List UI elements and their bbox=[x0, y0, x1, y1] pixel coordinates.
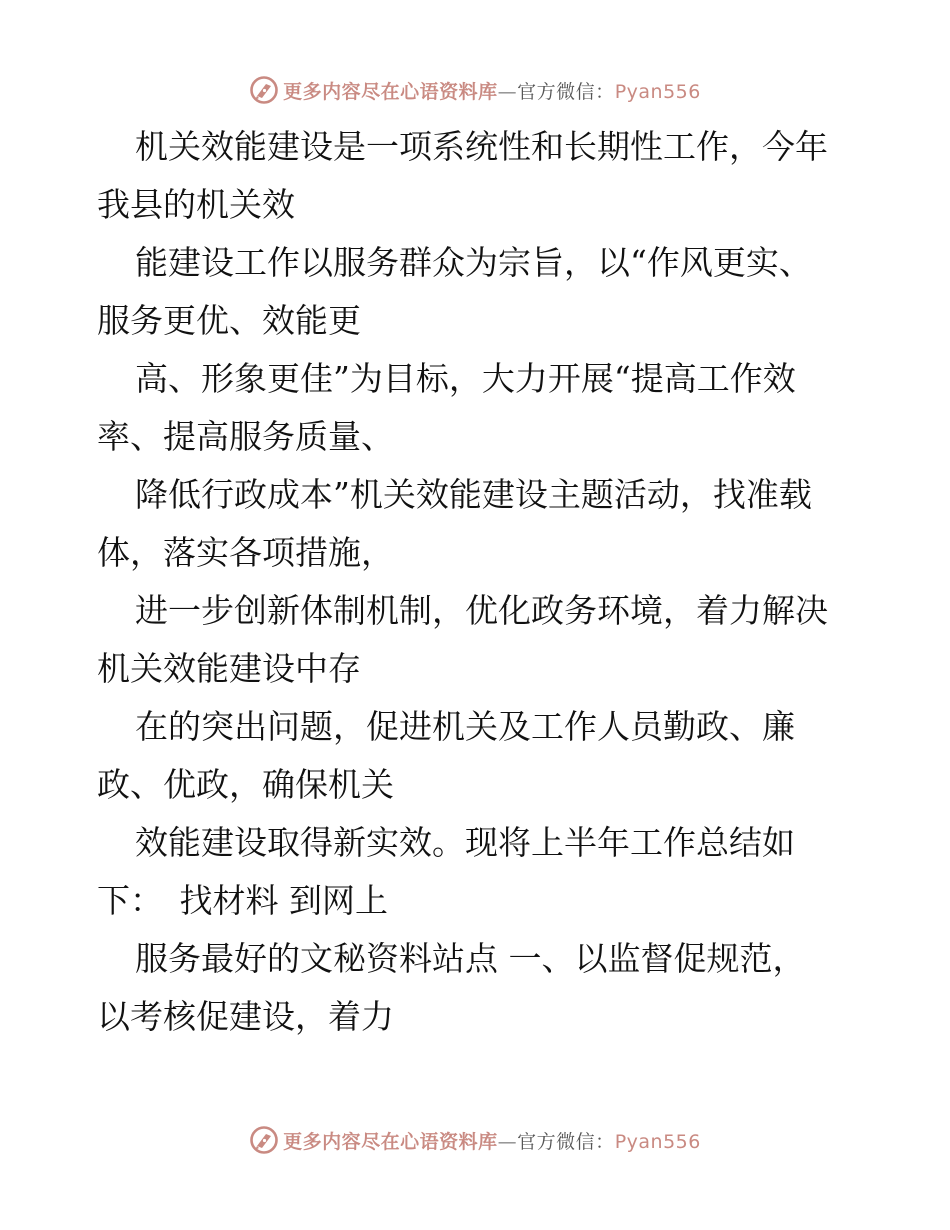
body-line-7: 降低行政成本”机关效能建设主题活动，找准载 bbox=[135, 475, 812, 514]
body-line-1: 机关效能建设是一项系统性和长期性工作，今年 bbox=[135, 127, 828, 166]
body-line-5: 高、形象更佳”为目标，大力开展“提高工作效 bbox=[135, 359, 796, 398]
watermark-library-text: 更多内容尽在心语资料库 bbox=[283, 80, 498, 103]
header-watermark bbox=[0, 70, 950, 110]
body-line-4: 服务更优、效能更 bbox=[97, 301, 361, 340]
body-line-8: 体，落实各项措施， bbox=[97, 533, 394, 572]
body-line-6: 率、提高服务质量、 bbox=[97, 417, 394, 456]
body-line-3: 能建设工作以服务群众为宗旨，以“作风更实、 bbox=[135, 243, 812, 282]
body-line-13: 效能建设取得新实效。现将上半年工作总结如 bbox=[135, 823, 795, 862]
pen-nib-circle-icon bbox=[249, 75, 279, 105]
watermark-wechat-label: 官方微信： bbox=[517, 80, 615, 103]
body-line-16: 以考核促建设，着力 bbox=[97, 997, 394, 1036]
body-line-2: 我县的机关效 bbox=[97, 185, 295, 224]
body-line-15: 服务最好的文秘资料站点 一、以监督促规范， bbox=[135, 939, 806, 978]
watermark-dash: — bbox=[497, 80, 518, 103]
watermark-wechat-id: Pyan556 bbox=[614, 80, 701, 103]
footer-watermark bbox=[0, 1120, 950, 1160]
body-line-9: 进一步创新体制机制，优化政务环境，着力解决 bbox=[135, 591, 828, 630]
watermark-library-text: 更多内容尽在心语资料库 bbox=[283, 1130, 498, 1153]
document-body bbox=[97, 118, 867, 1046]
watermark-wechat-id: Pyan556 bbox=[614, 1130, 701, 1153]
body-line-14: 下： 找材料 到网上 bbox=[97, 881, 388, 920]
body-line-10: 机关效能建设中存 bbox=[97, 649, 361, 688]
pen-nib-circle-icon bbox=[249, 1125, 279, 1155]
watermark-dash: — bbox=[497, 1130, 518, 1153]
watermark-wechat-label: 官方微信： bbox=[517, 1130, 615, 1153]
body-line-11: 在的突出问题，促进机关及工作人员勤政、廉 bbox=[135, 707, 795, 746]
body-line-12: 政、优政，确保机关 bbox=[97, 765, 394, 804]
